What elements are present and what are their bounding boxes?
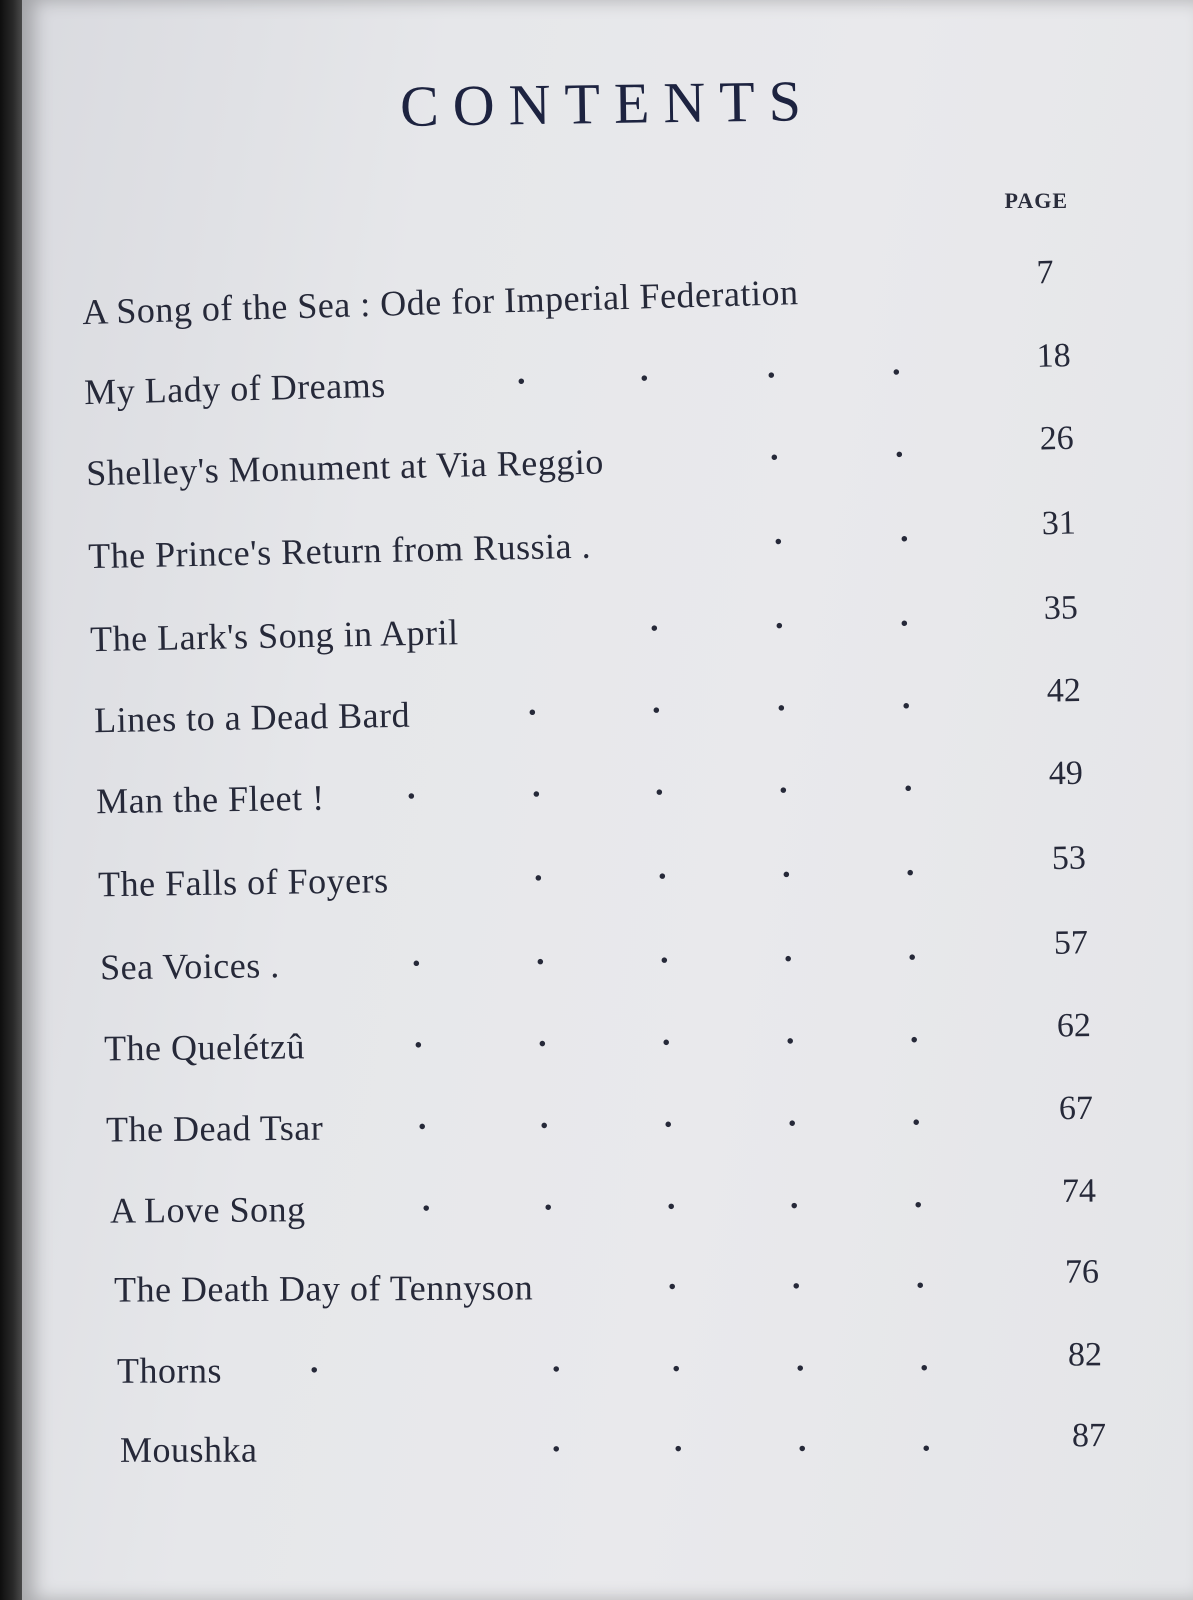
toc-entry-page-number: 53: [1051, 839, 1087, 877]
leader-dot: .: [527, 685, 537, 723]
toc-entry-page-number: 7: [1036, 253, 1055, 292]
leader-dot: .: [533, 851, 543, 889]
leader-dot: .: [551, 1422, 561, 1460]
leader-dot: .: [654, 765, 664, 803]
leader-dot: .: [909, 1012, 919, 1050]
toc-entry-page-number: 57: [1053, 924, 1089, 962]
leader-dot: .: [651, 683, 661, 721]
toc-entry-page-number: 49: [1048, 754, 1084, 793]
toc-entry: [22, 1419, 1193, 1471]
leader-dot: .: [666, 1179, 676, 1217]
toc-entry-title: A Love Song: [109, 1189, 306, 1231]
leader-dot: .: [791, 1259, 801, 1297]
toc-entry-page-number: 35: [1043, 589, 1079, 627]
leader-dot: .: [778, 763, 788, 801]
leader-dot: .: [921, 1421, 931, 1459]
leader-dot: .: [901, 678, 911, 717]
leader-dot: .: [417, 1099, 427, 1137]
leader-dot: .: [551, 1342, 561, 1380]
leader-dot: .: [899, 512, 909, 550]
leader-dot: .: [894, 427, 904, 465]
toc-entry: [22, 840, 1193, 906]
toc-entry-title: The Dead Tsar: [105, 1107, 324, 1150]
book-spine-shadow: [0, 0, 22, 1600]
leader-dot: .: [406, 769, 416, 807]
leader-dot: .: [539, 1098, 549, 1136]
leader-dot: .: [795, 1341, 805, 1379]
leader-dot: .: [671, 1341, 681, 1379]
leader-dot: .: [915, 1258, 925, 1296]
leader-dot: .: [309, 1343, 319, 1381]
leader-dot: .: [911, 1095, 921, 1133]
toc-entry-page-number: 67: [1058, 1089, 1094, 1128]
leader-dot: .: [543, 1180, 553, 1218]
leader-dot: .: [537, 1016, 547, 1054]
leader-dot: .: [785, 1014, 795, 1052]
leader-dot: .: [907, 930, 917, 968]
leader-dot: .: [899, 596, 909, 634]
toc-entry-page-number: 42: [1046, 671, 1082, 710]
toc-entry: [22, 755, 1193, 823]
toc-entry: [22, 504, 1193, 579]
leader-dot: .: [413, 1018, 423, 1056]
leader-dot: .: [797, 1421, 807, 1459]
toc-entry: [22, 252, 1193, 335]
toc-entry-title: The Falls of Foyers: [97, 860, 389, 905]
leader-dot: .: [535, 934, 545, 973]
toc-entry-title: Moushka: [119, 1429, 258, 1470]
toc-entry-title: Sea Voices .: [99, 945, 280, 988]
page-column-label: PAGE: [1004, 188, 1068, 213]
table-of-contents: [22, 0, 1193, 1600]
toc-entry-page-number: 74: [1061, 1172, 1097, 1210]
leader-dot: .: [639, 351, 649, 389]
leader-dot: .: [769, 430, 779, 468]
leader-dot: .: [783, 931, 793, 970]
toc-entry-page-number: 62: [1056, 1007, 1092, 1045]
leader-dot: .: [411, 936, 421, 974]
toc-entry-page-number: 26: [1039, 419, 1075, 458]
toc-entry-title: Lines to a Dead Bard: [93, 694, 411, 741]
leader-dot: .: [891, 345, 901, 383]
toc-entry: [22, 925, 1193, 989]
leader-dot: .: [659, 933, 669, 971]
toc-entry-page-number: 76: [1064, 1253, 1100, 1291]
toc-entry-title: A Song of the Sea : Ode for Imperial Federation: [81, 272, 799, 333]
toc-entry-title: Thorns: [116, 1350, 223, 1391]
leader-dot: .: [673, 1421, 683, 1459]
leader-dot: .: [649, 601, 659, 639]
leader-dot: .: [421, 1181, 431, 1219]
leader-dot: .: [663, 1097, 673, 1135]
toc-entry-title: Shelley's Monument at Via Reggio: [85, 441, 605, 494]
toc-entry-title: The Lark's Song in April: [89, 612, 459, 660]
leader-dot: .: [774, 598, 784, 637]
leader-dot: .: [661, 1015, 671, 1053]
toc-entry: [22, 1255, 1193, 1311]
toc-entry-page-number: 31: [1041, 504, 1077, 543]
contents-heading: CONTENTS: [399, 68, 816, 139]
toc-entry: [22, 589, 1193, 661]
toc-entry-title: The Quelétzû: [103, 1026, 306, 1069]
toc-entry-title: My Lady of Dreams: [83, 364, 387, 413]
leader-dot: .: [766, 348, 776, 386]
toc-entry: [22, 1008, 1193, 1070]
leader-dot: .: [905, 845, 915, 884]
toc-entry-title: The Prince's Return from Russia .: [87, 525, 592, 577]
toc-entry-title: Man the Fleet !: [95, 777, 325, 822]
leader-dot: .: [516, 354, 526, 392]
toc-entry: [22, 1338, 1193, 1392]
book-page: [22, 0, 1193, 1600]
leader-dot: .: [657, 849, 667, 887]
toc-entry-page-number: 82: [1067, 1336, 1103, 1374]
toc-entry: [22, 1174, 1193, 1232]
leader-dot: .: [781, 847, 791, 885]
toc-entry: [22, 672, 1193, 742]
leader-dot: .: [789, 1178, 799, 1216]
toc-entry-page-number: 87: [1071, 1417, 1107, 1455]
leader-dot: .: [667, 1259, 677, 1297]
toc-entry: [22, 1091, 1193, 1151]
leader-dot: .: [903, 761, 913, 799]
leader-dot: .: [913, 1177, 923, 1215]
leader-dot: .: [787, 1096, 797, 1134]
toc-entry-title: The Death Day of Tennyson: [113, 1267, 534, 1310]
toc-entry-page-number: 18: [1036, 337, 1072, 375]
leader-dot: .: [919, 1340, 929, 1378]
leader-dot: .: [773, 514, 783, 552]
leader-dot: .: [531, 767, 541, 805]
leader-dot: .: [776, 681, 786, 719]
toc-entry: [22, 336, 1193, 415]
toc-entry: [22, 419, 1193, 496]
